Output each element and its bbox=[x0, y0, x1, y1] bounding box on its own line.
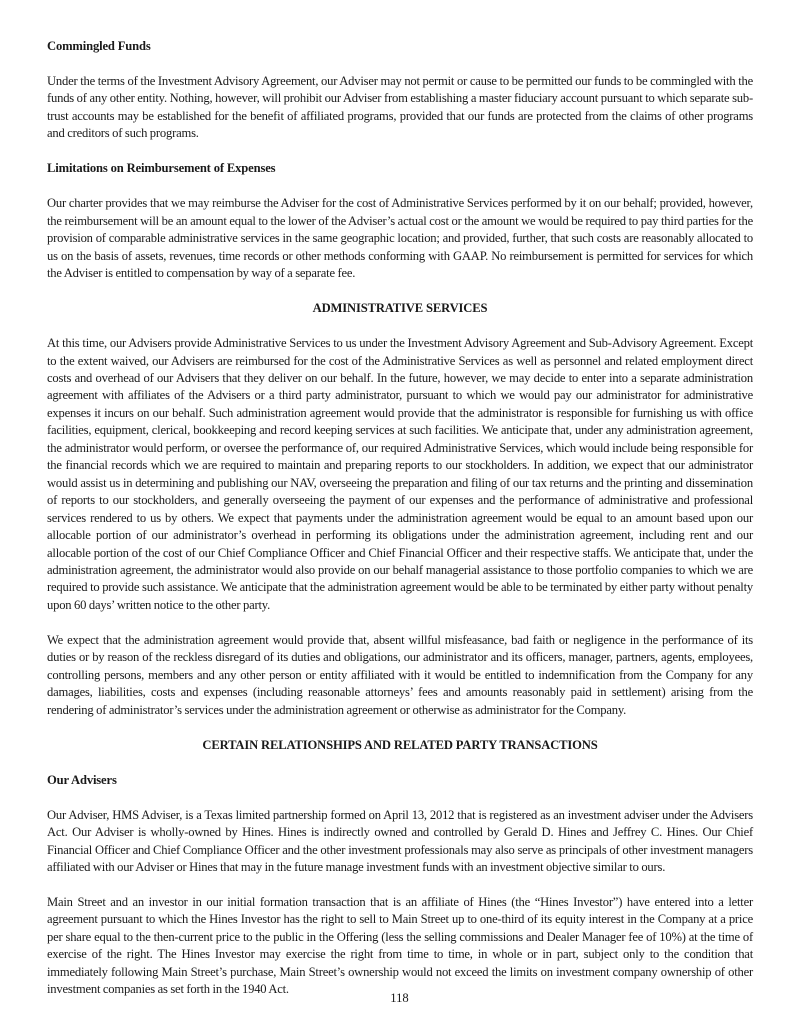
heading-our-advisers: Our Advisers bbox=[47, 772, 117, 787]
paragraph-commingled-funds: Under the terms of the Investment Advisory Agreement, our Adviser may not permit or cause to be permitted our funds to be commingled with the funds of any other entity. Nothing, however, will prohibit our Adviser from establishing a master fiduciary account pursuant to which separate sub-trust accounts may be established for the benefit of affiliated programs, provided that our funds are protected from the claims of other programs and creditors of such programs. bbox=[47, 74, 753, 141]
heading-limitations-reimbursement: Limitations on Reimbursement of Expenses bbox=[47, 161, 276, 176]
page-number: 118 bbox=[390, 991, 409, 1005]
document-page bbox=[47, 38, 753, 1016]
section-title-related-party-transactions: CERTAIN RELATIONSHIPS AND RELATED PARTY TRANSACTIONS bbox=[202, 737, 598, 752]
paragraph-administrative-services-1: At this time, our Advisers provide Administrative Services to us under the Investment Advisory Agreement and Sub-Advisory Agreement. Except to the extent waived, our Advisers are reimbursed for the cost of the Administrative Services as well as personnel and related employment direct costs and overhead of our Advisers that they deliver on our behalf. In the future, however, we may decide to enter into a separate administration agreement with affiliates of the Advisers or a third party administrator, pursuant to which we would pay our administrator for administrative expenses it incurs on our behalf. Such administration agreement would provide that the administrator is responsible for furnishing us with office facilities, equipment, clerical, bookkeeping and record keeping services at such facilities. We anticipate that, under any administration agreement, the administrator would perform, or oversee the performance of, our required Administrative Services, which would include being responsible for the financial records which we are required to maintain and preparing reports to our stockholders. In addition, we expect that our administrator would assist us in determining and publishing our NAV, overseeing the preparation and filing of our tax returns and the printing and dissemination of reports to our stockholders, and generally overseeing the payment of our expenses and the performance of administrative and professional services rendered to us by others. We expect that payments under the administration agreement would be equal to an amount based upon our allocable portion of our administrator’s overhead in performing its obligations under the administration agreement, including rent and our allocable portion of the cost of our Chief Compliance Officer and Chief Financial Officer and their respective staffs. We anticipate that, under the administration agreement, the administrator would also provide on our behalf managerial assistance to those portfolio companies to which we are required to provide such assistance. We anticipate that the administration agreement would be able to be terminated by either party without penalty upon 60 days’ written notice to the other party. bbox=[47, 336, 753, 612]
paragraph-our-advisers-1: Our Adviser, HMS Adviser, is a Texas limited partnership formed on April 13, 2012 that is registered as an investment adviser under the Advisers Act. Our Adviser is wholly-owned by Hines. Hines is indirectly owned and controlled by Gerald D. Hines and Jeffrey C. Hines. Our Chief Financial Officer and Chief Compliance Officer and the other investment professionals may also serve as principals of other investment managers affiliated with our Adviser or Hines that may in the future manage investment funds with an investment objective similar to ours. bbox=[47, 807, 753, 874]
paragraph-our-advisers-2: Main Street and an investor in our initial formation transaction that is an affiliate of Hines (the “Hines Investor”) have entered into a letter agreement pursuant to which the Hines Investor has the right to sell to Main Street up to one-third of its equity interest in the Company at a price per share equal to the then-current price to the public in the Offering (less the selling commissions and Dealer Manager fee of 10%) at the time of exercise of the right. The Hines Investor may exercise the right from time to time, in whole or in part, subject only to the condition that immediately following Main Street’s purchase, Main Street’s ownership would not exceed the limits on investment company ownership of other investment companies as set forth in the 1940 Act. bbox=[47, 894, 753, 997]
paragraph-administrative-services-2: We expect that the administration agreement would provide that, absent willful misfeasance, bad faith or negligence in the performance of its duties or by reason of the reckless disregard of its duties and obligations, our administrator and its officers, manager, partners, agents, employees, controlling persons, members and any other person or entity affiliated with it would be entitled to indemnification from the Company for any damages, liabilities, costs and expenses (including reasonable attorneys’ fees and amounts reasonably paid in settlement) arising from the rendering of administrator’s services under the administration agreement or otherwise as administrator for the Company. bbox=[47, 632, 753, 717]
section-title-administrative-services: ADMINISTRATIVE SERVICES bbox=[312, 301, 488, 316]
paragraph-limitations-reimbursement: Our charter provides that we may reimburse the Adviser for the cost of Administrative Services performed by it on our behalf; provided, however, the reimbursement will be an amount equal to the lower of the Adviser’s actual cost or the amount we would be required to pay third parties for the provision of comparable administrative services in the same geographic location; and provided, further, that such costs are reasonably allocated to us on the basis of assets, revenues, time records or other methods conforming with GAAP. No reimbursement is permitted for services for which the Adviser is entitled to compensation by way of a separate fee. bbox=[47, 196, 753, 281]
heading-commingled-funds: Commingled Funds bbox=[47, 39, 151, 53]
